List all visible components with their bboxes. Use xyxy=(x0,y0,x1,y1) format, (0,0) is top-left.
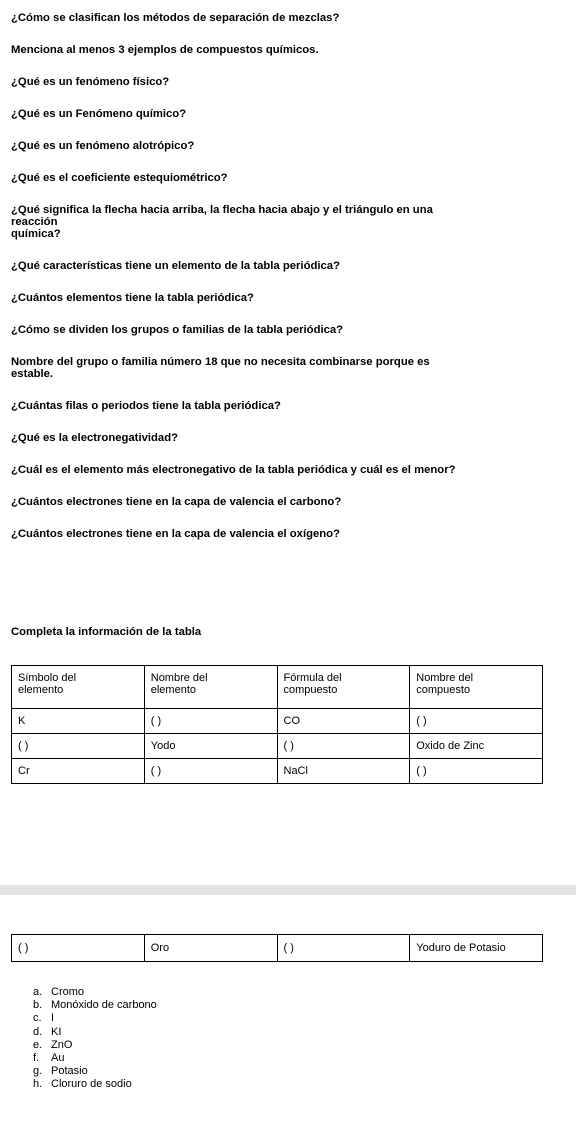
answer-options-list xyxy=(33,986,157,1092)
table-header-cell xyxy=(12,666,145,709)
answer-option xyxy=(33,1065,157,1078)
option-letter: c. xyxy=(33,1012,42,1025)
option-text: Potasio xyxy=(51,1065,88,1078)
table-row xyxy=(12,734,543,759)
question-item: Menciona al menos 3 ejemplos de compuestos químicos. xyxy=(11,44,319,56)
question-item: ¿Cómo se dividen los grupos o familias de la tabla periódica? xyxy=(11,324,344,336)
option-letter: a. xyxy=(33,986,43,998)
table-row xyxy=(12,709,543,734)
question-item: ¿Qué significa la flecha hacia arriba, la flecha hacia abajo y el triángulo en una reacción química? xyxy=(11,204,433,240)
question-item: ¿Qué es la electronegatividad? xyxy=(11,432,178,444)
option-text: Cromo xyxy=(51,986,85,998)
option-text: I xyxy=(51,1012,55,1025)
question-item: ¿Cuántos electrones tiene en la capa de valencia el carbono? xyxy=(11,496,342,508)
header-formula: Fórmula del compuesto xyxy=(283,672,342,696)
option-letter: b. xyxy=(33,999,43,1012)
table-header-cell xyxy=(410,666,543,709)
table-cell: Oxido de Zinc xyxy=(410,734,543,759)
answer-option xyxy=(33,1052,157,1065)
option-text: ZnO xyxy=(51,1038,73,1051)
table-section-title: Completa la información de la tabla xyxy=(11,626,202,638)
option-text: KI xyxy=(51,1025,62,1038)
answer-option xyxy=(33,999,157,1012)
table-cell: Oro xyxy=(144,935,277,962)
answer-option xyxy=(33,986,157,999)
question-item: ¿Qué es un Fenómeno químico? xyxy=(11,108,187,120)
question-item: ¿Cuál es el elemento más electronegativo de la tabla periódica y cuál es el menor? xyxy=(11,464,456,476)
header-compound-name: Nombre del compuesto xyxy=(416,672,474,696)
table-cell: ( ) xyxy=(12,935,145,962)
question-item: ¿Qué es un fenómeno alotrópico? xyxy=(11,140,195,152)
table-row xyxy=(12,759,543,784)
header-symbol: Símbolo del elemento xyxy=(18,672,77,696)
question-list xyxy=(11,12,541,560)
table-cell: CO xyxy=(277,709,410,734)
table-cell: ( ) xyxy=(277,734,410,759)
table-cell: ( ) xyxy=(410,709,543,734)
table-header-row xyxy=(12,666,543,709)
option-text: Au xyxy=(51,1052,65,1065)
table-cell: ( ) xyxy=(277,935,410,962)
answer-option xyxy=(33,1039,157,1052)
option-letter: f. xyxy=(33,1052,40,1065)
option-letter: e. xyxy=(33,1038,43,1051)
answer-option xyxy=(33,1078,157,1091)
compound-table xyxy=(11,665,543,784)
question-item: ¿Cuántas filas o periodos tiene la tabla periódica? xyxy=(11,400,281,412)
header-element-name: Nombre del elemento xyxy=(150,672,208,696)
table-cell: ( ) xyxy=(144,709,277,734)
option-text: Cloruro de sodio xyxy=(51,1078,132,1091)
table-cell: Cr xyxy=(12,759,145,784)
question-item: Nombre del grupo o familia número 18 que no necesita combinarse porque es estable. xyxy=(11,356,430,380)
option-letter: d. xyxy=(33,1025,43,1038)
answer-option xyxy=(33,1012,157,1025)
question-item: ¿Cuántos elementos tiene la tabla periódica? xyxy=(11,292,254,304)
answer-option xyxy=(33,1026,157,1039)
table-cell: Yoduro de Potasio xyxy=(410,935,543,962)
table-header-cell xyxy=(277,666,410,709)
page-separator xyxy=(0,885,576,895)
table-cell: ( ) xyxy=(144,759,277,784)
question-item: ¿Qué características tiene un elemento de la tabla periódica? xyxy=(11,260,340,272)
table-row xyxy=(12,935,543,962)
compound-table-continued xyxy=(11,934,543,962)
question-item: ¿Qué es el coeficiente estequiométrico? xyxy=(11,172,228,184)
option-text: Monóxido de carbono xyxy=(51,999,157,1012)
table-cell: K xyxy=(12,709,145,734)
table-cell: NaCl xyxy=(277,759,410,784)
table-cell: ( ) xyxy=(12,734,145,759)
question-item: ¿Cómo se clasifican los métodos de separación de mezclas? xyxy=(11,12,340,24)
question-item: ¿Cuántos electrones tiene en la capa de valencia el oxígeno? xyxy=(11,528,340,540)
table-cell: Yodo xyxy=(144,734,277,759)
option-letter: g. xyxy=(33,1065,43,1078)
question-item: ¿Qué es un fenómeno físico? xyxy=(11,76,170,88)
option-letter: h. xyxy=(33,1078,43,1091)
table-header-cell xyxy=(144,666,277,709)
table-cell: ( ) xyxy=(410,759,543,784)
